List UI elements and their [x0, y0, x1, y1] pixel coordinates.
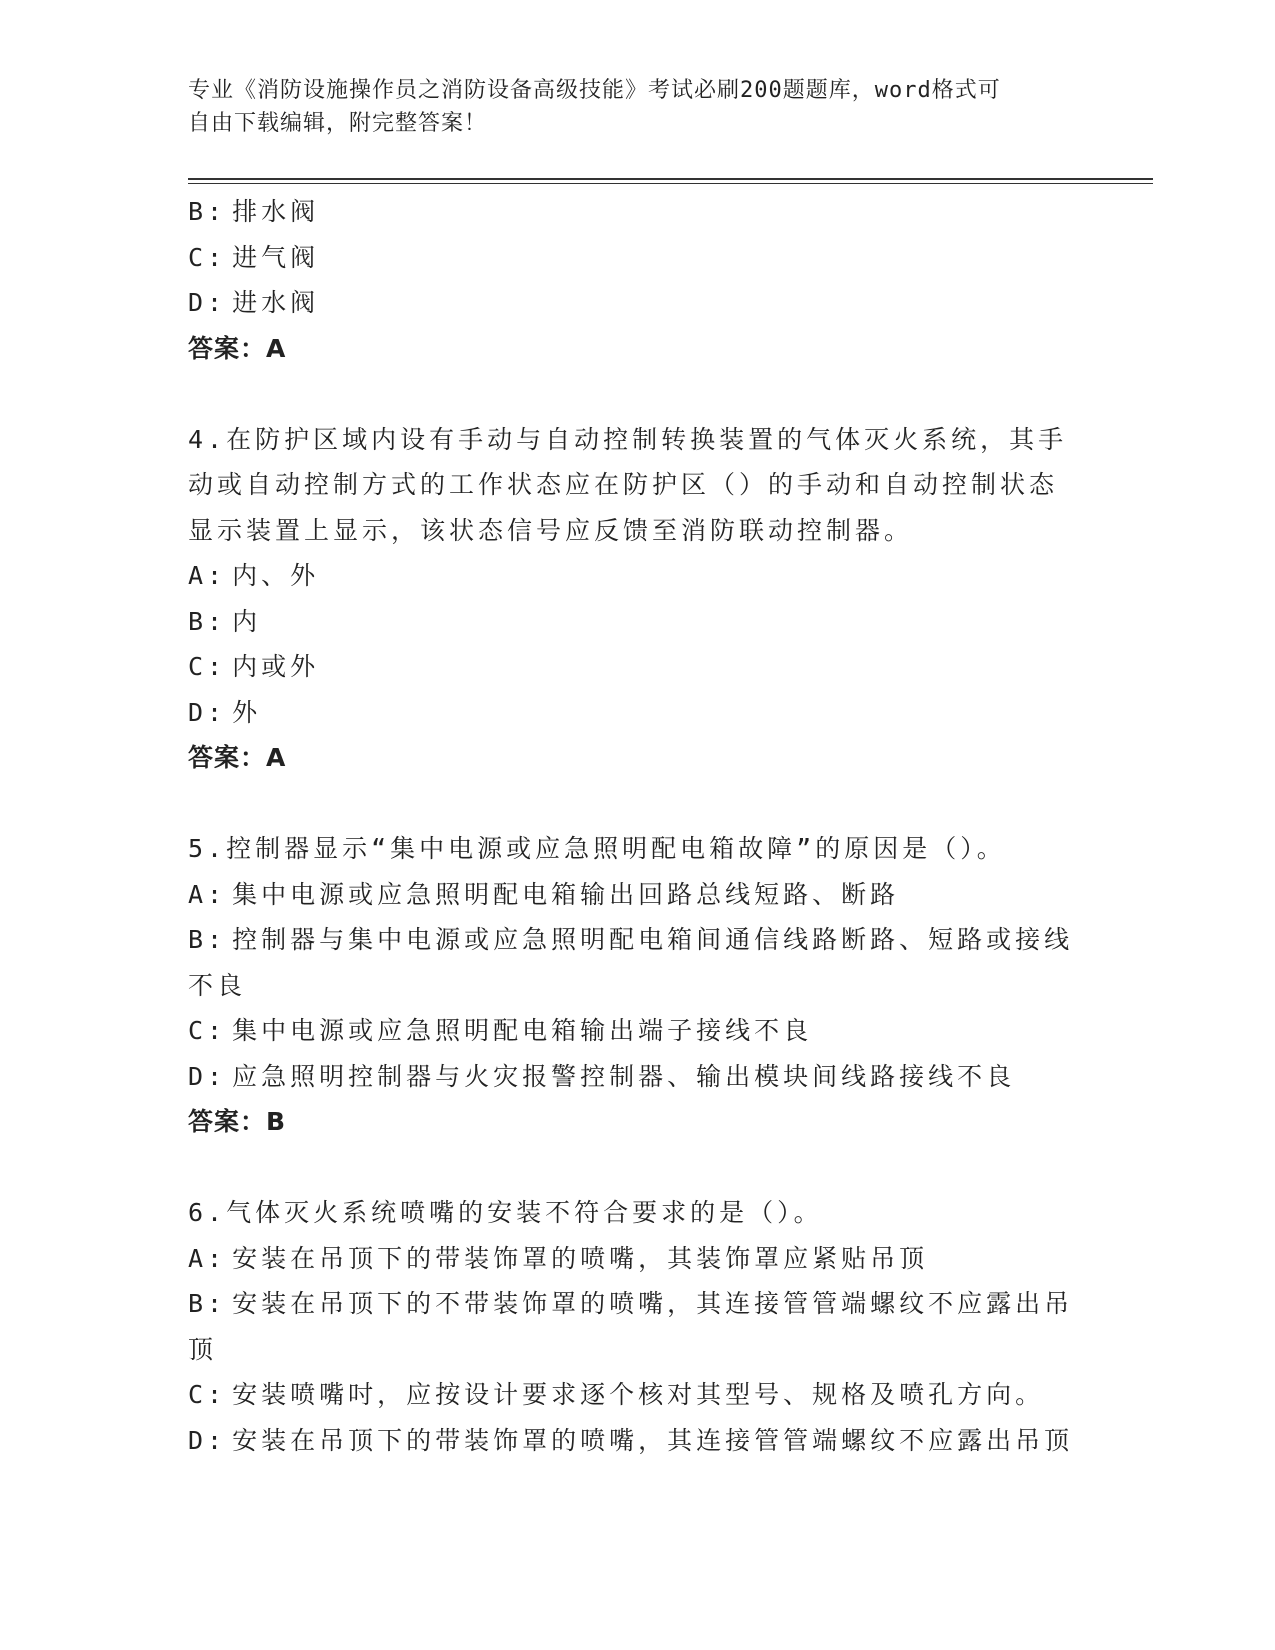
header-divider-thin	[188, 183, 1153, 184]
option-b: B: 排水阀	[188, 197, 320, 226]
partial-question	[188, 189, 1088, 371]
option-a: A: 集中电源或应急照明配电箱输出回路总线短路、断路	[188, 879, 900, 909]
answer-label: 答案：A	[188, 333, 287, 363]
option-d: D: 进水阀	[188, 288, 320, 317]
option-c: C: 安装喷嘴吋，应按设计要求逐个核对其型号、规格及喷孔方向。	[188, 1380, 1045, 1409]
question-stem-line: 6.气体灭火系统喷嘴的安装不符合要求的是（）。	[188, 1198, 823, 1227]
option-b-continued: 不良	[188, 970, 247, 1000]
option-b: B: 控制器与集中电源或应急照明配电箱间通信线路断路、短路或接线	[188, 925, 1074, 954]
question-stem-line: 动或自动控制方式的工作状态应在防护区（）的手动和自动控制状态	[188, 470, 1059, 499]
option-d: D: 安装在吊顶下的带装饰罩的喷嘴，其连接管管端螺纹不应露出吊顶	[188, 1425, 1074, 1455]
option-b-continued: 顶	[188, 1334, 218, 1364]
option-c: C: 进气阀	[188, 242, 320, 272]
option-a: A: 安装在吊顶下的带装饰罩的喷嘴，其装饰罩应紧贴吊顶	[188, 1243, 929, 1273]
option-d: D: 外	[188, 697, 262, 727]
answer-label: 答案：A	[188, 743, 287, 772]
question-stem-line: 4.在防护区域内设有手动与自动控制转换装置的气体灭火系统，其手	[188, 424, 1068, 454]
document-header	[188, 74, 1088, 140]
answer-label: 答案：B	[188, 1107, 287, 1136]
header-divider-thick	[188, 178, 1153, 180]
question-stem-line: 5.控制器显示“集中电源或应急照明配电箱故障”的原因是（）。	[188, 834, 1006, 863]
question-content	[188, 189, 1088, 1463]
question-4	[188, 417, 1088, 781]
option-c: C: 集中电源或应急照明配电箱输出端子接线不良	[188, 1016, 813, 1045]
header-title-line-1: 专业《消防设施操作员之消防设备高级技能》考试必刷200题题库，word格式可	[188, 78, 1001, 103]
option-b: B: 安装在吊顶下的不带装饰罩的喷嘴，其连接管管端螺纹不应露出吊	[188, 1289, 1074, 1318]
option-d: D: 应急照明控制器与火灾报警控制器、输出模块间线路接线不良	[188, 1061, 1016, 1091]
option-b: B: 内	[188, 606, 262, 636]
question-6	[188, 1190, 1088, 1463]
question-stem-line: 显示装置上显示，该状态信号应反馈至消防联动控制器。	[188, 515, 914, 545]
question-5	[188, 826, 1088, 1145]
option-c: C: 内或外	[188, 652, 320, 681]
option-a: A: 内、外	[188, 561, 320, 590]
header-title-line-2: 自由下载编辑，附完整答案！	[188, 111, 488, 136]
